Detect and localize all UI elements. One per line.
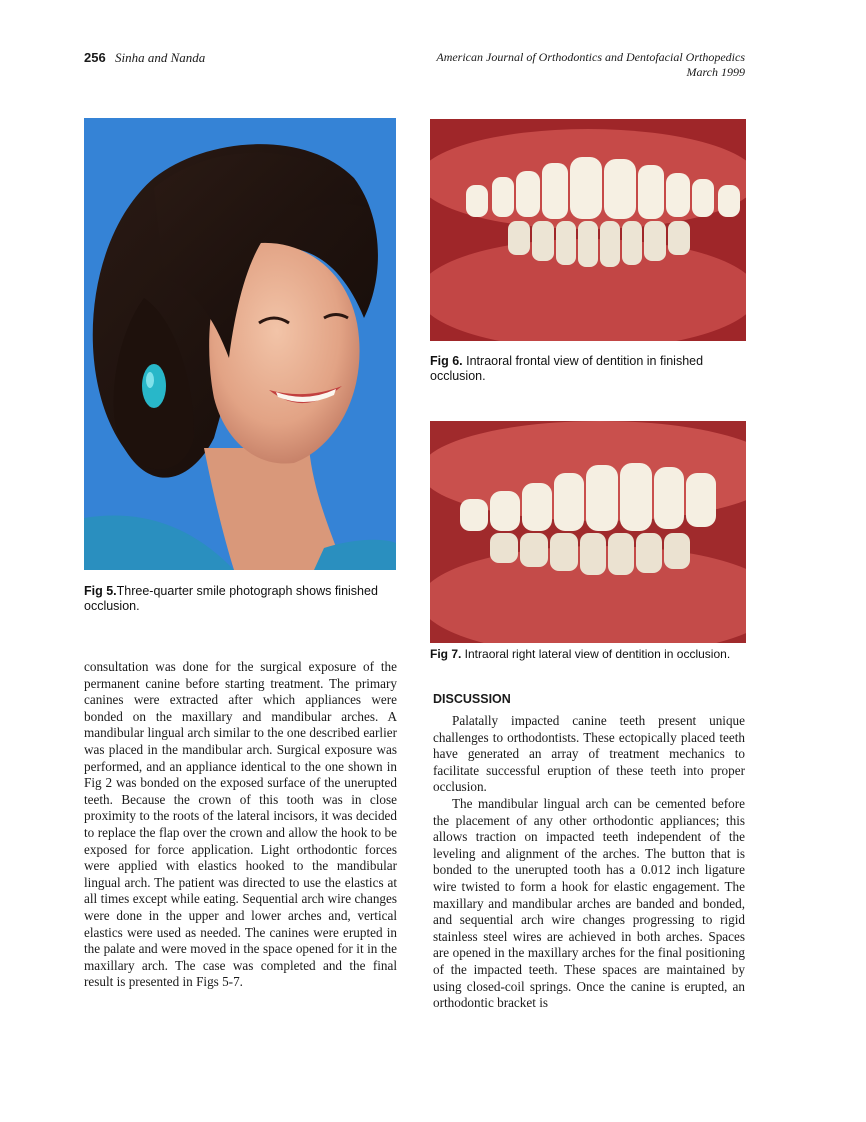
fig7-caption-text: Intraoral right lateral view of dentition in occlusion. <box>461 647 731 661</box>
fig6-caption-text: Intraoral frontal view of dentition in finished occlusion. <box>430 354 704 383</box>
left-column-paragraph: consultation was done for the surgical exposure of the permanent canine before starting treatment. The primary canines were extracted after which appliances were bonded on the maxillary and mandibular arches. A mandibular lingual arch similar to the one described earlier was placed in the mandibular arch. Surgical exposure was performed, and an appliance identical to the one shown in Fig 2 was bonded on the exposed surface of the unerupted teeth. Because the crown of this tooth was in close proximity to the roots of the lateral incisors, it was decided to replace the flap over the crown and allow the hook to be exposed for force application. Light orthodontic forces were applied with elastics hooked to the mandibular lingual arch. The patient was directed to use the elastics at all times except while eating. Sequential arch wire changes were done in the upper and lower arches and, vertical elastics were used as needed. The canines were erupted in the palate and were moved in the space opened for it in the maxillary arch. The case was completed and the final result is presented in Figs 5-7. <box>84 659 397 990</box>
fig6-intraoral-frontal-photo <box>430 119 746 341</box>
running-authors: Sinha and Nanda <box>114 50 206 65</box>
fig6-label: Fig 6. <box>430 354 463 368</box>
fig7-intraoral-lateral-photo <box>430 421 746 643</box>
issue-date: March 1999 <box>686 65 745 79</box>
fig5-caption-text: Three-quarter smile photograph shows finished occlusion. <box>84 584 378 613</box>
discussion-heading: DISCUSSION <box>433 692 511 706</box>
running-header-right <box>436 50 745 80</box>
fig5-portrait-photo <box>84 118 396 570</box>
running-header-left <box>84 50 205 66</box>
fig5-label: Fig 5. <box>84 584 117 598</box>
page-number: 256 <box>84 50 106 65</box>
fig7-caption <box>430 647 752 662</box>
left-column-text <box>84 659 397 991</box>
discussion-body <box>433 713 745 1012</box>
fig6-caption <box>430 354 746 384</box>
journal-name: American Journal of Orthodontics and Dentofacial Orthopedics <box>436 50 745 64</box>
fig7-label: Fig 7. <box>430 647 462 661</box>
fig5-caption <box>84 584 398 614</box>
discussion-paragraph-2: The mandibular lingual arch can be cemented before the placement of any other orthodontic appliances; this allows traction on impacted teeth independent of the leveling and alignment of the arches. The button that is bonded to the unerupted tooth has a 0.012 inch ligature wire twisted to form a hook for elastic engagement. The maxillary and mandibular arches are banded and bonded, and sequential arch wire changes progressing to rigid stainless steel wires are achieved in both arches. Spaces are opened in the maxillary arches for the final positioning of the impacted teeth. These spaces are maintained by using closed-coil springs. Once the canine is erupted, an orthodontic bracket is <box>433 795 745 1011</box>
discussion-paragraph-1: Palatally impacted canine teeth present unique challenges to orthodontists. These ectopically placed teeth have generated an array of treatment mechanics to facilitate successful eruption of these teeth into proper occlusion. <box>433 713 745 795</box>
